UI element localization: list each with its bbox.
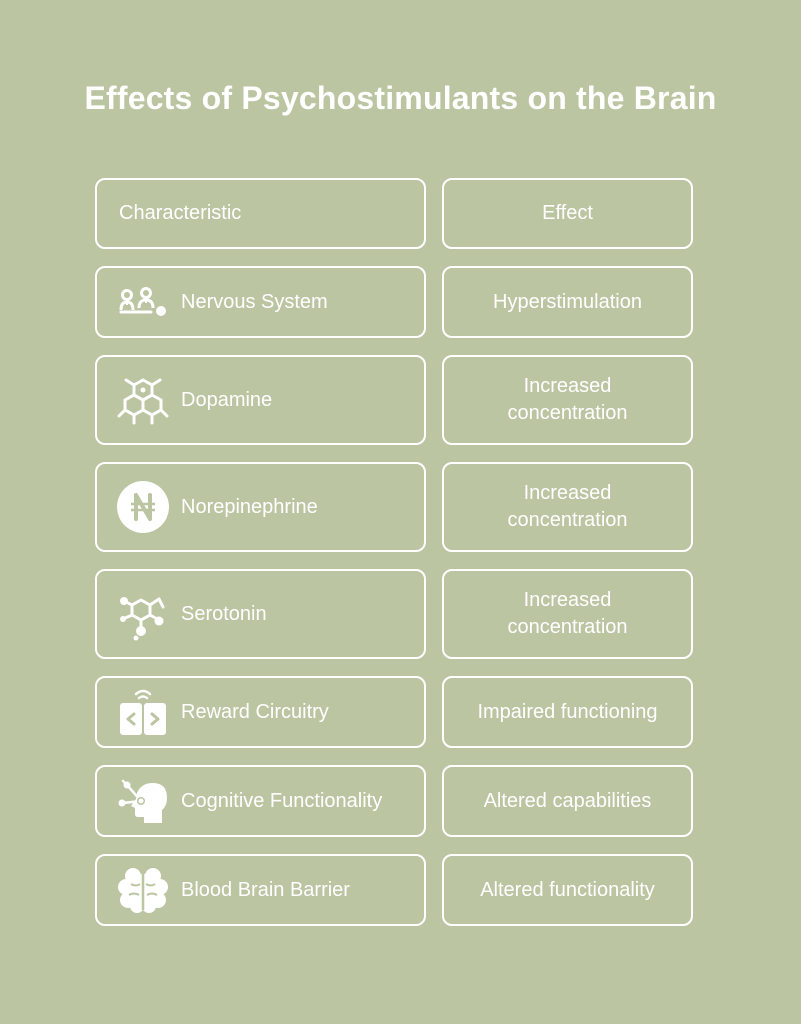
header-effect-label: Effect [542, 202, 593, 224]
head-network-icon [115, 773, 171, 829]
row-blood-brain-barrier-characteristic [95, 854, 426, 926]
row-reward-circuitry-characteristic [95, 676, 426, 748]
naira-coin-icon [115, 479, 171, 535]
brain-icon [115, 862, 171, 918]
row-characteristic-label: Norepinephrine [181, 495, 318, 518]
row-reward-circuitry-effect [442, 676, 693, 748]
row-characteristic-label: Reward Circuitry [181, 700, 329, 723]
reward-arrows-icon [115, 684, 171, 740]
row-characteristic-label: Serotonin [181, 602, 267, 625]
row-blood-brain-barrier-effect [442, 854, 693, 926]
row-effect-label: Impaired functioning [477, 700, 658, 723]
row-effect-label: Increased concentration [507, 375, 628, 424]
row-effect-label: Increased concentration [507, 589, 628, 638]
row-characteristic-label: Dopamine [181, 388, 273, 411]
row-effect-label: Hyperstimulation [493, 290, 642, 313]
row-nervous-system-effect [442, 266, 693, 338]
header-effect [442, 178, 693, 249]
row-characteristic-label: Cognitive Functionality [181, 789, 383, 812]
row-dopamine-characteristic [95, 355, 426, 445]
molecule-icon [115, 372, 171, 428]
page-title: Effects of Psychostimulants on the Brain [84, 80, 717, 116]
row-cognitive-functionality-effect [442, 765, 693, 837]
row-effect-label: Altered functionality [480, 878, 655, 901]
people-network-icon [115, 274, 171, 330]
row-characteristic-label: Blood Brain Barrier [181, 878, 350, 901]
row-serotonin-effect [442, 569, 693, 659]
row-norepinephrine-characteristic [95, 462, 426, 552]
row-effect-label: Altered capabilities [483, 789, 652, 812]
row-dopamine-effect [442, 355, 693, 445]
header-characteristic [95, 178, 426, 249]
row-serotonin-characteristic [95, 569, 426, 659]
row-cognitive-functionality-characteristic [95, 765, 426, 837]
molecule-structure-icon [115, 586, 171, 642]
header-characteristic-label: Characteristic [119, 202, 242, 224]
row-nervous-system-characteristic [95, 266, 426, 338]
row-effect-label: Increased concentration [507, 482, 628, 531]
row-characteristic-label: Nervous System [181, 290, 328, 313]
row-norepinephrine-effect [442, 462, 693, 552]
